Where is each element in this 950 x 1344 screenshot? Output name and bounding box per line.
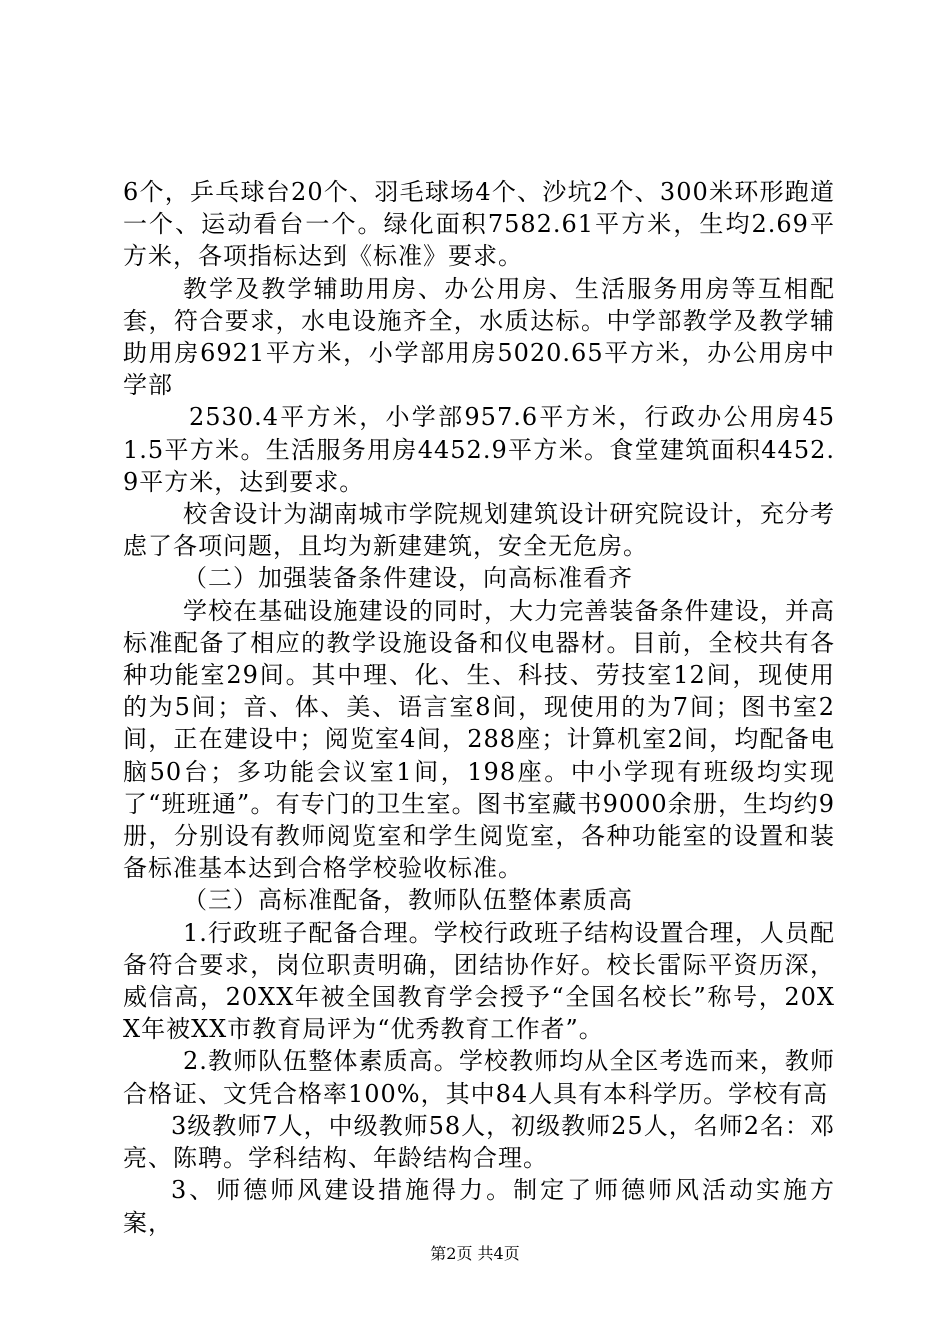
paragraph-facilities-continued: 6个，乒乓球台20个、羽毛球场4个、沙坑2个、300米环形跑道一个、运动看台一个。绿化面积7582.61平方米，生均2.69平方米，各项指标达到《标准》要求。 — [123, 178, 835, 271]
section-heading-teachers: （三）高标准配备，教师队伍整体素质高 — [183, 886, 633, 915]
paragraph-buildings: 教学及教学辅助用房、办公用房、生活服务用房等互相配套，符合要求，水电设施齐全，水质达标。中学部教学及教学辅助用房6921平方米，小学部用房5020.65平方米，办公用房中学部 — [123, 274, 835, 400]
paragraph-leadership: 1.行政班子配备合理。学校行政班子结构设置合理，人员配备符合要求，岗位职责明确，团结协作好。校长雷际平资历深，威信高，20XX年被全国教育学会授予“全国名校长”称号，20XX年被XX市教育局评为“优秀教育工作者”。 — [123, 918, 835, 1044]
paragraph-ethics: 3、师德师风建设措施得力。制定了师德师风活动实施方案， — [123, 1176, 835, 1237]
document-body — [123, 176, 835, 1239]
section-heading-equipment: （二）加强装备条件建设，向高标准看齐 — [183, 564, 633, 593]
page-footer: 第2页 共4页 — [430, 1244, 520, 1263]
paragraph-equipment: 学校在基础设施建设的同时，大力完善装备条件建设，并高标准配备了相应的教学设施设备和仪电器材。目前，全校共有各种功能室29间。其中理、化、生、科技、劳技室12间，现使用的为5间；音、体、美、语言室8间，现使用的为7间；图书室2间，正在建设中；阅览室4间，288座；计算机室2间，均配备电脑50台；多功能会议室1间，198座。中小学现有班级均实现了“班班通”。有专门的卫生室。图书室藏书9000余册，生均约9册，分别设有教师阅览室和学生阅览室，各种功能室的设置和装备标准基本达到合格学校验收标准。 — [123, 596, 835, 883]
paragraph-teacher-quality: 2.教师队伍整体素质高。学校教师均从全区考选而来，教师合格证、文凭合格率100%，其中84人具有本科学历。学校有高 — [123, 1047, 835, 1108]
paragraph-office-area: 2530.4平方米，小学部957.6平方米，行政办公用房451.5平方米。生活服务用房4452.9平方米。食堂建筑面积4452.9平方米，达到要求。 — [123, 403, 835, 496]
paragraph-teacher-levels: 3级教师7人，中级教师58人，初级教师25人，名师2名：邓亮、陈聘。学科结构、年龄结构合理。 — [123, 1111, 835, 1173]
paragraph-design: 校舍设计为湖南城市学院规划建筑设计研究院设计，充分考虑了各项问题，且均为新建建筑，安全无危房。 — [123, 500, 835, 561]
